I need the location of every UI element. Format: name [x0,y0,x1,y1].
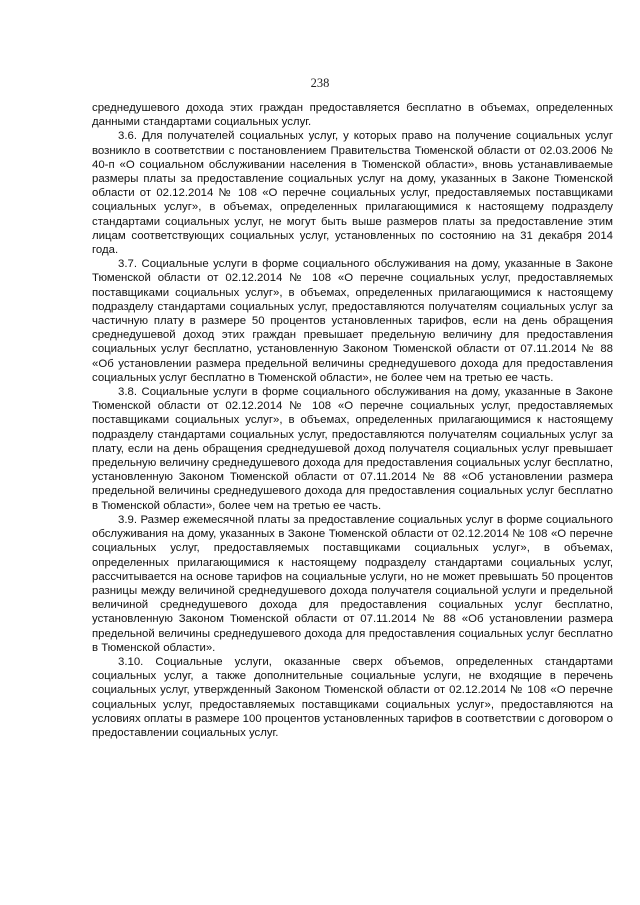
paragraph-continuation: среднедушевого дохода этих граждан предоставляется бесплатно в объемах, определенных данными стандартами социальных услуг. [92,102,613,129]
page-number: 238 [310,76,330,90]
paragraph-3-6: 3.6. Для получателей социальных услуг, у которых право на получение социальных услуг возникло в соответствии с постановлением Правительства Тюменской области от 02.03.2006 № 40-п «О социальном обслуживании населения в Тюменской области», вновь устанавливаемые размеры платы за предоставление социальных услуг на дому, указанных в Законе Тюменской области от 02.12.2014 № 108 «О перечне социальных услуг, предоставляемых поставщиками социальных услуг», в объемах, определенных прилагающимися к настоящему подразделу стандартами социальных услуг, не могут быть выше размеров платы за предоставление этим лицам соответствующих социальных услуг, установленных по состоянию на 31 декабря 2014 года. [92,130,613,257]
paragraph-3-7: 3.7. Социальные услуги в форме социального обслуживания на дому, указанные в Законе Тюменской области от 02.12.2014 № 108 «О перечне социальных услуг, предоставляемых поставщиками социальных услуг», в объемах, определенных прилагающимися к настоящему подразделу стандартами социальных услуг, предоставляются получателям социальных услуг за частичную плату в размере 50 процентов установленных тарифов, если на день обращения среднедушевой доход этих граждан превышает предельную величину для предоставления социальных услуг бесплатно, установленную Законом Тюменской области от 07.11.2014 № 88 «Об установлении размера предельной величины среднедушевого дохода для предоставления социальных услуг бесплатно в Тюменской области», не более чем на третью ее часть. [92,258,613,384]
paragraph-3-10: 3.10. Социальные услуги, оказанные сверх объемов, определенных стандартами социальных услуг, а также дополнительные социальные услуги, не входящие в перечень социальных услуг, утвержденный Законом Тюменской области от 02.12.2014 № 108 «О перечне социальных услуг, предоставляемых поставщиками социальных услуг», предоставляются на условиях оплаты в размере 100 процентов установленных тарифов в соответствии с договором о предоставлении социальных услуг. [92,655,613,739]
document-body [92,101,613,740]
paragraph-3-8: 3.8. Социальные услуги в форме социального обслуживания на дому, указанные в Законе Тюменской области от 02.12.2014 № 108 «О перечне социальных услуг, предоставляемых поставщиками социальных услуг», в объемах, определенных прилагающимися к настоящему подразделу стандартами социальных услуг, предоставляются получателям социальных услуг за плату, если на день обращения среднедушевой доход получателя социальных услуг превышает предельную величину среднедушевого дохода для предоставления социальных услуг бесплатно, установленную Законом Тюменской области от 07.11.2014 № 88 «Об установлении размера предельной величины среднедушевого дохода для предоставления социальных услуг бесплатно в Тюменской области», более чем на третью ее часть. [92,386,613,512]
paragraph-3-9: 3.9. Размер ежемесячной платы за предоставление социальных услуг в форме социального обслуживания на дому, указанных в Законе Тюменской области от 02.12.2014 № 108 «О перечне социальных услуг, предоставляемых поставщиками социальных услуг», в объемах, определенных прилагающимися к настоящему подразделу стандартами социальных услуг, рассчитывается на основе тарифов на социальные услуги, но не может превышать 50 процентов разницы между величиной среднедушевого дохода получателя социальной услуги и предельной величиной среднедушевого дохода для предоставления социальных услуг бесплатно, установленную Законом Тюменской области от 07.11.2014 № 88 «Об установлении размера предельной величины среднедушевого дохода для предоставления социальных услуг бесплатно в Тюменской области». [92,513,613,654]
